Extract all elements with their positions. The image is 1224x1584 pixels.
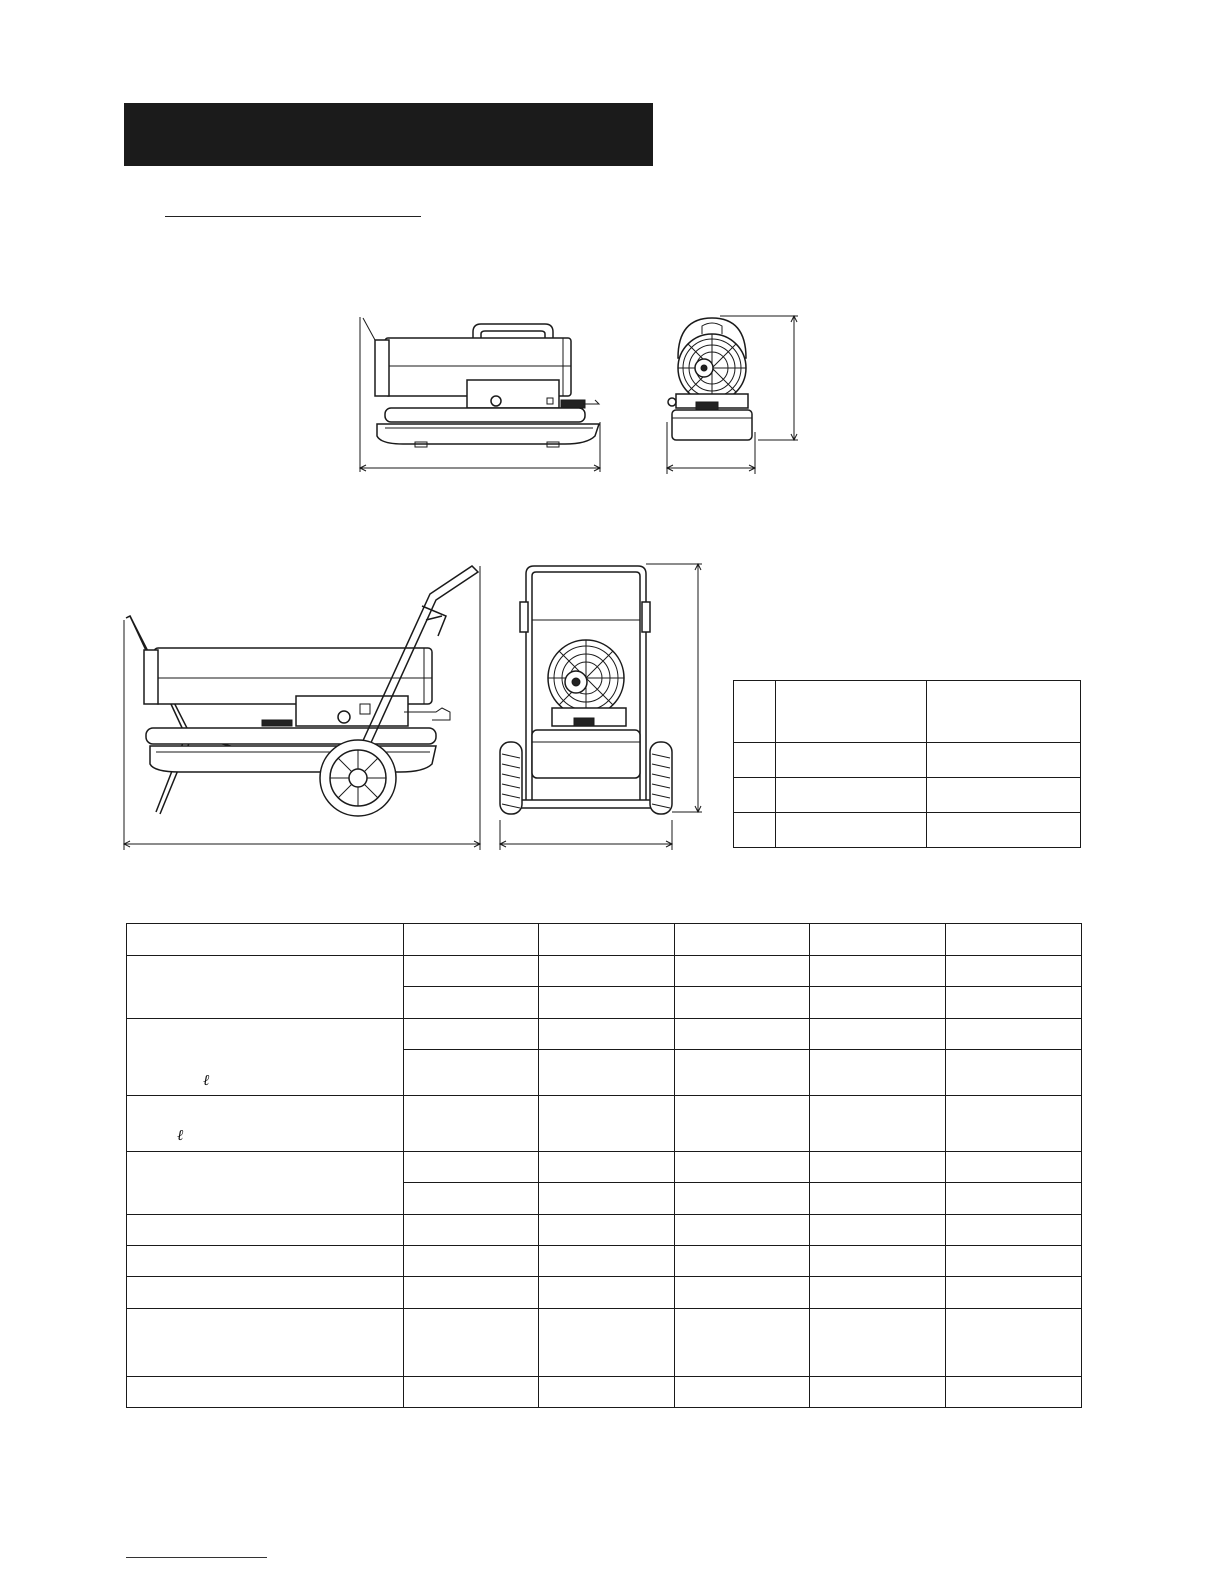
spec-cell bbox=[539, 1309, 675, 1377]
heater-front-view-drawing bbox=[662, 312, 802, 477]
spec-cell bbox=[810, 1183, 946, 1215]
spec-cell bbox=[675, 1183, 810, 1215]
spec-cell bbox=[404, 1309, 539, 1377]
spec-cell bbox=[404, 956, 539, 987]
dimension-table bbox=[733, 680, 1081, 848]
spec-cell bbox=[404, 987, 539, 1019]
spec-label-cell bbox=[127, 1152, 404, 1215]
dimension-cell bbox=[776, 813, 927, 848]
spec-row bbox=[127, 1096, 1082, 1152]
spec-cell bbox=[946, 1377, 1082, 1408]
spec-label-cell bbox=[127, 924, 404, 956]
spec-cell bbox=[675, 1096, 810, 1152]
spec-row bbox=[127, 1019, 1082, 1050]
spec-cell bbox=[539, 1019, 675, 1050]
dimension-row bbox=[734, 778, 1081, 813]
spec-cell bbox=[539, 1152, 675, 1183]
spec-cell bbox=[539, 1246, 675, 1277]
spec-cell bbox=[675, 987, 810, 1019]
dimension-cell bbox=[927, 813, 1081, 848]
section-heading-underline bbox=[165, 216, 421, 217]
spec-label-cell bbox=[127, 1215, 404, 1246]
spec-cell bbox=[810, 1277, 946, 1309]
spec-cell bbox=[539, 1277, 675, 1309]
spec-cell bbox=[810, 956, 946, 987]
spec-cell bbox=[946, 1277, 1082, 1309]
spec-label-cell bbox=[127, 1246, 404, 1277]
dimension-cell bbox=[776, 681, 927, 743]
spec-cell bbox=[404, 1246, 539, 1277]
spec-row bbox=[127, 956, 1082, 987]
specification-table bbox=[126, 923, 1082, 1408]
spec-cell bbox=[404, 1183, 539, 1215]
litre-symbol: ℓ bbox=[177, 1126, 184, 1144]
spec-cell bbox=[946, 1309, 1082, 1377]
spec-cell bbox=[810, 1377, 946, 1408]
spec-cell bbox=[539, 956, 675, 987]
heater-cart-front-view-drawing bbox=[496, 558, 706, 850]
dimension-cell bbox=[927, 681, 1081, 743]
spec-cell bbox=[946, 1183, 1082, 1215]
spec-cell bbox=[675, 1377, 810, 1408]
litre-symbol: ℓ bbox=[203, 1071, 210, 1089]
dimension-row bbox=[734, 813, 1081, 848]
spec-cell bbox=[675, 956, 810, 987]
spec-cell bbox=[810, 1309, 946, 1377]
spec-cell bbox=[675, 1019, 810, 1050]
spec-cell bbox=[675, 1215, 810, 1246]
spec-label-cell bbox=[127, 1096, 404, 1152]
dimension-cell bbox=[734, 743, 776, 778]
spec-cell bbox=[404, 1277, 539, 1309]
spec-cell bbox=[946, 1152, 1082, 1183]
spec-row bbox=[127, 1377, 1082, 1408]
page-title-bar bbox=[124, 103, 653, 166]
spec-row bbox=[127, 1309, 1082, 1377]
spec-cell bbox=[539, 1096, 675, 1152]
spec-cell bbox=[810, 1152, 946, 1183]
spec-cell bbox=[539, 924, 675, 956]
heater-side-view-drawing bbox=[355, 312, 605, 477]
spec-cell bbox=[946, 1246, 1082, 1277]
spec-cell bbox=[404, 1215, 539, 1246]
spec-cell bbox=[404, 1152, 539, 1183]
dimension-cell bbox=[776, 778, 927, 813]
spec-header-row bbox=[127, 924, 1082, 956]
spec-label-cell bbox=[127, 1019, 404, 1096]
dimension-cell bbox=[927, 743, 1081, 778]
spec-cell bbox=[675, 1050, 810, 1096]
spec-cell bbox=[946, 987, 1082, 1019]
footer-rule bbox=[126, 1557, 267, 1558]
spec-row bbox=[127, 1215, 1082, 1246]
spec-cell bbox=[675, 1246, 810, 1277]
spec-row bbox=[127, 1152, 1082, 1183]
spec-cell bbox=[539, 1050, 675, 1096]
spec-cell bbox=[946, 1050, 1082, 1096]
dimension-row bbox=[734, 743, 1081, 778]
spec-cell bbox=[810, 1215, 946, 1246]
spec-cell bbox=[810, 987, 946, 1019]
dimension-cell bbox=[734, 778, 776, 813]
spec-cell bbox=[539, 1377, 675, 1408]
spec-label-cell bbox=[127, 1309, 404, 1377]
spec-cell bbox=[404, 924, 539, 956]
spec-cell bbox=[810, 1096, 946, 1152]
spec-row bbox=[127, 1277, 1082, 1309]
spec-cell bbox=[946, 1019, 1082, 1050]
spec-cell bbox=[675, 924, 810, 956]
spec-cell bbox=[946, 1215, 1082, 1246]
spec-cell bbox=[404, 1019, 539, 1050]
spec-cell bbox=[946, 924, 1082, 956]
spec-cell bbox=[946, 956, 1082, 987]
dimension-cell bbox=[734, 813, 776, 848]
spec-cell bbox=[539, 1183, 675, 1215]
spec-label-cell bbox=[127, 956, 404, 1019]
spec-label-cell bbox=[127, 1377, 404, 1408]
spec-cell bbox=[946, 1096, 1082, 1152]
dimension-cell bbox=[734, 681, 776, 743]
spec-cell bbox=[675, 1152, 810, 1183]
spec-label-cell bbox=[127, 1277, 404, 1309]
dimension-cell bbox=[927, 778, 1081, 813]
spec-row bbox=[127, 1246, 1082, 1277]
heater-cart-side-view-drawing bbox=[120, 560, 485, 850]
spec-cell bbox=[810, 1050, 946, 1096]
spec-cell bbox=[539, 987, 675, 1019]
spec-cell bbox=[810, 1246, 946, 1277]
spec-cell bbox=[404, 1050, 539, 1096]
spec-cell bbox=[404, 1096, 539, 1152]
spec-cell bbox=[539, 1215, 675, 1246]
spec-cell bbox=[404, 1377, 539, 1408]
spec-cell bbox=[675, 1309, 810, 1377]
dimension-header-row bbox=[734, 681, 1081, 743]
spec-cell bbox=[810, 1019, 946, 1050]
spec-cell bbox=[810, 924, 946, 956]
dimension-cell bbox=[776, 743, 927, 778]
spec-cell bbox=[675, 1277, 810, 1309]
